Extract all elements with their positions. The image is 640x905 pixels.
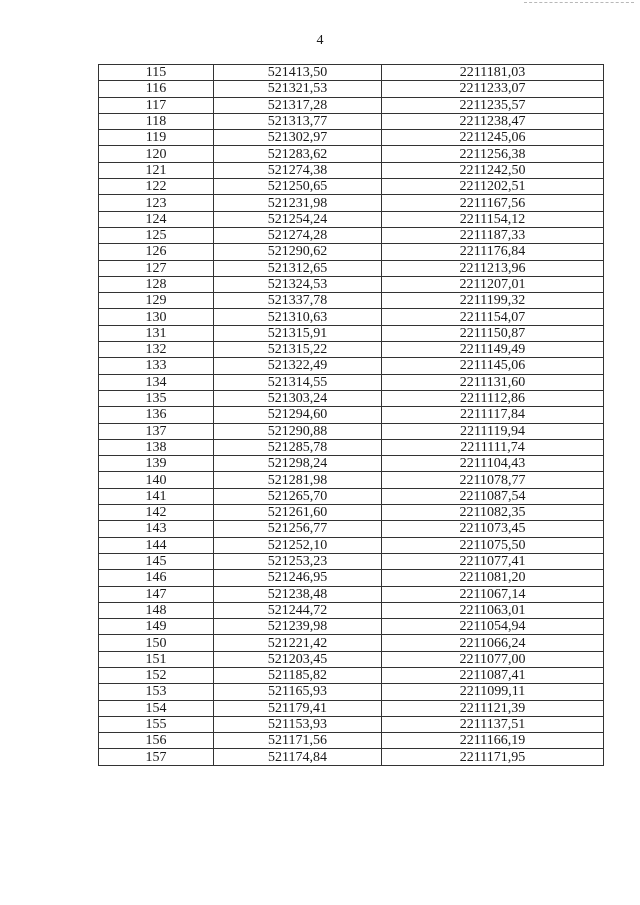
- table-row: [99, 65, 604, 81]
- coordinates-table-body: [99, 65, 604, 766]
- x-coordinate-cell: 521265,70: [214, 488, 382, 504]
- table-row: [99, 488, 604, 504]
- point-number-cell: 122: [99, 179, 214, 195]
- y-coordinate-cell: 2211077,41: [382, 553, 604, 569]
- table-row: [99, 309, 604, 325]
- x-coordinate-cell: 521171,56: [214, 733, 382, 749]
- x-coordinate-cell: 521285,78: [214, 439, 382, 455]
- table-row: [99, 733, 604, 749]
- point-number-cell: 129: [99, 293, 214, 309]
- y-coordinate-cell: 2211112,86: [382, 390, 604, 406]
- point-number-cell: 148: [99, 602, 214, 618]
- point-number-cell: 126: [99, 244, 214, 260]
- point-number-cell: 150: [99, 635, 214, 651]
- table-row: [99, 553, 604, 569]
- point-number-cell: 136: [99, 407, 214, 423]
- coordinates-table: [98, 64, 604, 766]
- x-coordinate-cell: 521322,49: [214, 358, 382, 374]
- table-row: [99, 570, 604, 586]
- point-number-cell: 124: [99, 211, 214, 227]
- x-coordinate-cell: 521312,65: [214, 260, 382, 276]
- point-number-cell: 154: [99, 700, 214, 716]
- y-coordinate-cell: 2211054,94: [382, 619, 604, 635]
- point-number-cell: 155: [99, 716, 214, 732]
- y-coordinate-cell: 2211067,14: [382, 586, 604, 602]
- x-coordinate-cell: 521250,65: [214, 179, 382, 195]
- x-coordinate-cell: 521239,98: [214, 619, 382, 635]
- table-row: [99, 293, 604, 309]
- y-coordinate-cell: 2211075,50: [382, 537, 604, 553]
- table-row: [99, 749, 604, 765]
- y-coordinate-cell: 2211176,84: [382, 244, 604, 260]
- y-coordinate-cell: 2211181,03: [382, 65, 604, 81]
- point-number-cell: 117: [99, 97, 214, 113]
- table-row: [99, 162, 604, 178]
- x-coordinate-cell: 521317,28: [214, 97, 382, 113]
- table-row: [99, 619, 604, 635]
- y-coordinate-cell: 2211167,56: [382, 195, 604, 211]
- table-row: [99, 390, 604, 406]
- point-number-cell: 125: [99, 227, 214, 243]
- x-coordinate-cell: 521337,78: [214, 293, 382, 309]
- point-number-cell: 153: [99, 684, 214, 700]
- x-coordinate-cell: 521290,62: [214, 244, 382, 260]
- point-number-cell: 142: [99, 505, 214, 521]
- point-number-cell: 123: [99, 195, 214, 211]
- x-coordinate-cell: 521253,23: [214, 553, 382, 569]
- page-number: 4: [316, 33, 324, 48]
- y-coordinate-cell: 2211213,96: [382, 260, 604, 276]
- y-coordinate-cell: 2211166,19: [382, 733, 604, 749]
- table-row: [99, 700, 604, 716]
- point-number-cell: 157: [99, 749, 214, 765]
- y-coordinate-cell: 2211077,00: [382, 651, 604, 667]
- y-coordinate-cell: 2211245,06: [382, 130, 604, 146]
- x-coordinate-cell: 521313,77: [214, 113, 382, 129]
- y-coordinate-cell: 2211199,32: [382, 293, 604, 309]
- y-coordinate-cell: 2211078,77: [382, 472, 604, 488]
- x-coordinate-cell: 521254,24: [214, 211, 382, 227]
- table-row: [99, 407, 604, 423]
- y-coordinate-cell: 2211235,57: [382, 97, 604, 113]
- y-coordinate-cell: 2211150,87: [382, 325, 604, 341]
- y-coordinate-cell: 2211121,39: [382, 700, 604, 716]
- y-coordinate-cell: 2211233,07: [382, 81, 604, 97]
- point-number-cell: 130: [99, 309, 214, 325]
- y-coordinate-cell: 2211154,07: [382, 309, 604, 325]
- y-coordinate-cell: 2211238,47: [382, 113, 604, 129]
- table-row: [99, 684, 604, 700]
- x-coordinate-cell: 521174,84: [214, 749, 382, 765]
- table-row: [99, 97, 604, 113]
- x-coordinate-cell: 521298,24: [214, 456, 382, 472]
- x-coordinate-cell: 521315,22: [214, 342, 382, 358]
- x-coordinate-cell: 521321,53: [214, 81, 382, 97]
- x-coordinate-cell: 521281,98: [214, 472, 382, 488]
- table-row: [99, 146, 604, 162]
- table-row: [99, 244, 604, 260]
- table-row: [99, 276, 604, 292]
- point-number-cell: 156: [99, 733, 214, 749]
- table-row: [99, 423, 604, 439]
- y-coordinate-cell: 2211099,11: [382, 684, 604, 700]
- x-coordinate-cell: 521252,10: [214, 537, 382, 553]
- y-coordinate-cell: 2211117,84: [382, 407, 604, 423]
- y-coordinate-cell: 2211111,74: [382, 439, 604, 455]
- point-number-cell: 135: [99, 390, 214, 406]
- point-number-cell: 132: [99, 342, 214, 358]
- y-coordinate-cell: 2211207,01: [382, 276, 604, 292]
- x-coordinate-cell: 521256,77: [214, 521, 382, 537]
- x-coordinate-cell: 521203,45: [214, 651, 382, 667]
- table-row: [99, 260, 604, 276]
- point-number-cell: 144: [99, 537, 214, 553]
- x-coordinate-cell: 521294,60: [214, 407, 382, 423]
- table-row: [99, 179, 604, 195]
- table-row: [99, 472, 604, 488]
- table-row: [99, 586, 604, 602]
- x-coordinate-cell: 521274,28: [214, 227, 382, 243]
- y-coordinate-cell: 2211242,50: [382, 162, 604, 178]
- y-coordinate-cell: 2211149,49: [382, 342, 604, 358]
- y-coordinate-cell: 2211119,94: [382, 423, 604, 439]
- y-coordinate-cell: 2211063,01: [382, 602, 604, 618]
- point-number-cell: 119: [99, 130, 214, 146]
- y-coordinate-cell: 2211187,33: [382, 227, 604, 243]
- table-row: [99, 537, 604, 553]
- x-coordinate-cell: 521165,93: [214, 684, 382, 700]
- y-coordinate-cell: 2211154,12: [382, 211, 604, 227]
- table-row: [99, 602, 604, 618]
- table-row: [99, 227, 604, 243]
- table-row: [99, 325, 604, 341]
- corner-scan-mark: [524, 2, 634, 3]
- point-number-cell: 146: [99, 570, 214, 586]
- y-coordinate-cell: 2211137,51: [382, 716, 604, 732]
- table-row: [99, 651, 604, 667]
- x-coordinate-cell: 521315,91: [214, 325, 382, 341]
- point-number-cell: 139: [99, 456, 214, 472]
- x-coordinate-cell: 521324,53: [214, 276, 382, 292]
- y-coordinate-cell: 2211202,51: [382, 179, 604, 195]
- y-coordinate-cell: 2211104,43: [382, 456, 604, 472]
- point-number-cell: 131: [99, 325, 214, 341]
- table-row: [99, 130, 604, 146]
- table-row: [99, 113, 604, 129]
- point-number-cell: 147: [99, 586, 214, 602]
- point-number-cell: 134: [99, 374, 214, 390]
- x-coordinate-cell: 521314,55: [214, 374, 382, 390]
- x-coordinate-cell: 521244,72: [214, 602, 382, 618]
- table-row: [99, 667, 604, 683]
- x-coordinate-cell: 521185,82: [214, 667, 382, 683]
- point-number-cell: 116: [99, 81, 214, 97]
- x-coordinate-cell: 521246,95: [214, 570, 382, 586]
- point-number-cell: 118: [99, 113, 214, 129]
- x-coordinate-cell: 521302,97: [214, 130, 382, 146]
- y-coordinate-cell: 2211087,41: [382, 667, 604, 683]
- table-row: [99, 195, 604, 211]
- table-row: [99, 521, 604, 537]
- x-coordinate-cell: 521283,62: [214, 146, 382, 162]
- point-number-cell: 140: [99, 472, 214, 488]
- point-number-cell: 141: [99, 488, 214, 504]
- y-coordinate-cell: 2211131,60: [382, 374, 604, 390]
- table-row: [99, 635, 604, 651]
- table-row: [99, 358, 604, 374]
- point-number-cell: 128: [99, 276, 214, 292]
- x-coordinate-cell: 521274,38: [214, 162, 382, 178]
- point-number-cell: 138: [99, 439, 214, 455]
- point-number-cell: 145: [99, 553, 214, 569]
- x-coordinate-cell: 521290,88: [214, 423, 382, 439]
- point-number-cell: 115: [99, 65, 214, 81]
- y-coordinate-cell: 2211066,24: [382, 635, 604, 651]
- point-number-cell: 121: [99, 162, 214, 178]
- x-coordinate-cell: 521179,41: [214, 700, 382, 716]
- x-coordinate-cell: 521303,24: [214, 390, 382, 406]
- table-row: [99, 374, 604, 390]
- y-coordinate-cell: 2211082,35: [382, 505, 604, 521]
- y-coordinate-cell: 2211256,38: [382, 146, 604, 162]
- x-coordinate-cell: 521238,48: [214, 586, 382, 602]
- point-number-cell: 143: [99, 521, 214, 537]
- y-coordinate-cell: 2211145,06: [382, 358, 604, 374]
- point-number-cell: 127: [99, 260, 214, 276]
- table-row: [99, 81, 604, 97]
- point-number-cell: 120: [99, 146, 214, 162]
- x-coordinate-cell: 521310,63: [214, 309, 382, 325]
- point-number-cell: 137: [99, 423, 214, 439]
- x-coordinate-cell: 521413,50: [214, 65, 382, 81]
- table-row: [99, 716, 604, 732]
- point-number-cell: 149: [99, 619, 214, 635]
- table-row: [99, 211, 604, 227]
- table-row: [99, 439, 604, 455]
- point-number-cell: 151: [99, 651, 214, 667]
- y-coordinate-cell: 2211171,95: [382, 749, 604, 765]
- table-row: [99, 505, 604, 521]
- point-number-cell: 133: [99, 358, 214, 374]
- y-coordinate-cell: 2211081,20: [382, 570, 604, 586]
- table-row: [99, 456, 604, 472]
- table-row: [99, 342, 604, 358]
- y-coordinate-cell: 2211073,45: [382, 521, 604, 537]
- x-coordinate-cell: 521153,93: [214, 716, 382, 732]
- point-number-cell: 152: [99, 667, 214, 683]
- x-coordinate-cell: 521221,42: [214, 635, 382, 651]
- y-coordinate-cell: 2211087,54: [382, 488, 604, 504]
- x-coordinate-cell: 521261,60: [214, 505, 382, 521]
- x-coordinate-cell: 521231,98: [214, 195, 382, 211]
